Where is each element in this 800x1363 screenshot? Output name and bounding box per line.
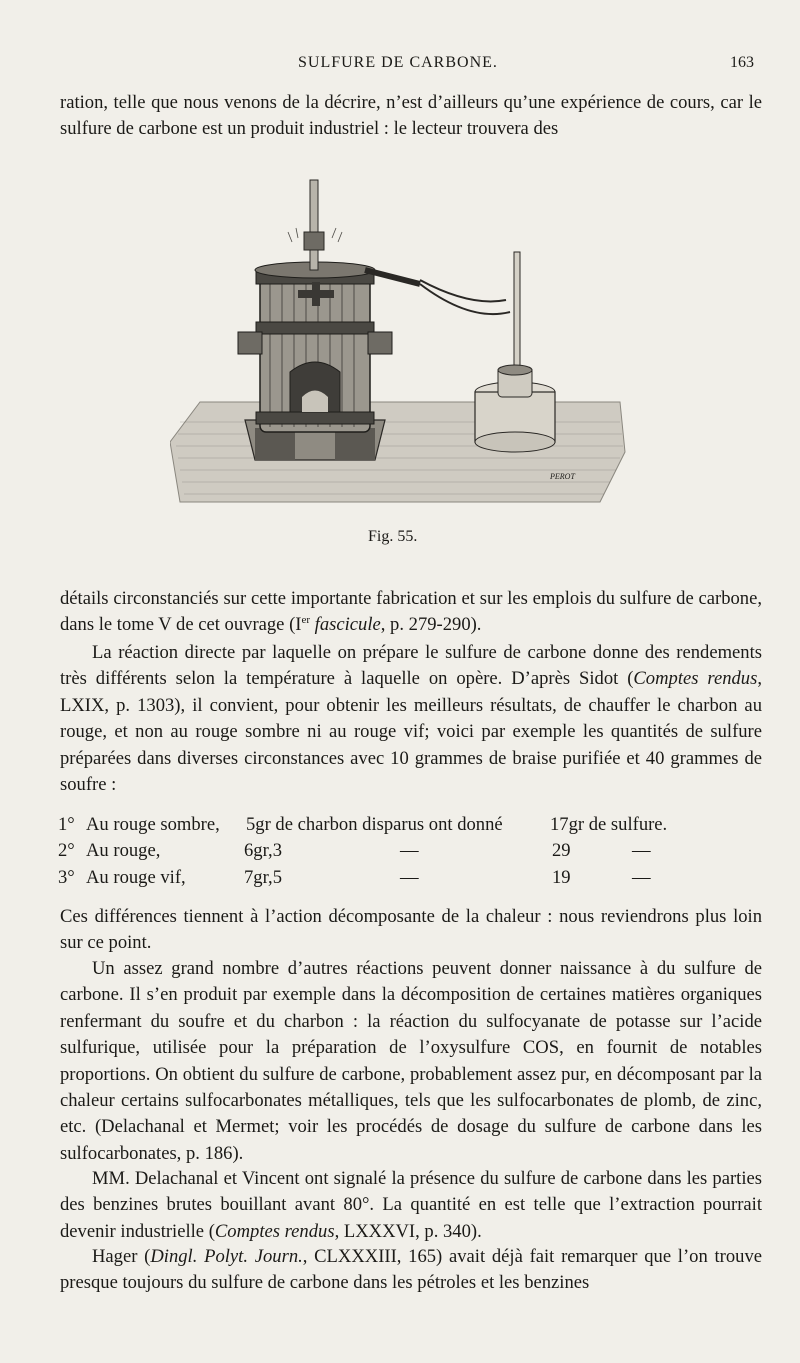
result-row (60, 838, 762, 864)
paragraph-2-tail: , p. 279-290). (380, 614, 482, 636)
row-condition: Au rouge sombre, (86, 814, 220, 835)
figure-apparatus (170, 172, 630, 512)
result-row (60, 812, 762, 838)
paragraph-6-tail: , LXXXVI, p. 340). (334, 1220, 482, 1242)
superscript-er: er (301, 614, 311, 627)
italic-journal: Dingl. Polyt. Journ. (150, 1246, 303, 1267)
paragraph-6 (60, 1166, 762, 1245)
row-sulfure: 29 (552, 840, 571, 862)
row-dash: — (400, 840, 419, 862)
engraver-signature: PEROT (550, 472, 575, 481)
row-number: 1° (58, 814, 75, 835)
paragraph-5: Un assez grand nombre d’autres réactions peuvent donner naissance à du sulfure de carbone. Il s’en produit par exemple dans la décomposition de certaines matières organiques renfermant du soufre et du charbon : la réaction du sulfocyanate de potasse sur l’acide sulfurique, utilisée pour la préparation de l’oxysulfure COS, en fournit de notables proportions. On obtient du sulfure de carbone, probablement assez pur, en décomposant par la chaleur certains sulfocarbonates métalliques, tels que les sulfocarbonates de plomb, de zinc, etc. (Delachanal et Mermet; voir les procédés de dosage du sulfure de carbone dans les sulfocarbonates, p. 186). (60, 958, 762, 1164)
row-sulfure: 19 (552, 866, 571, 888)
paragraph-1: ration, telle que nous venons de la décrire, n’est d’ailleurs qu’une expérience de cours, car le sulfure de carbone est un produit industriel : le lecteur trouvera des (60, 92, 762, 140)
row-condition: Au rouge vif, (86, 866, 186, 888)
paragraph-2-text: détails circonstanciés sur cette importante fabrication et sur les emplois du sulfure de carbone, dans le tome V de cet ouvrage (I (60, 588, 762, 636)
row-number: 3° (58, 866, 75, 888)
paragraph-3 (60, 640, 762, 798)
row-condition: Au rouge, (86, 840, 161, 862)
paragraph-7-tail: , CLXXXIII, 165) avait déjà fait remarquer que l’on trouve presque toujours du sulfure de carbone dans les pétroles et les benzines (60, 1246, 763, 1294)
paragraph-6-text: MM. Delachanal et Vincent ont signalé la présence du sulfure de carbone dans les parties des benzines brutes bouillant avant 80°. La quantité en est telle que l’extraction pourrait devenir industrielle ( (60, 1168, 762, 1242)
paragraph-3-text: La réaction directe par laquelle on prépare le sulfure de carbone donne des rendements très différents selon la température à laquelle on opère. D’après Sidot ( (60, 642, 762, 690)
row-number: 2° (58, 840, 75, 862)
row-charbon: 6gr,3 (244, 840, 282, 862)
paragraph-3-tail: , LXIX, p. 1303), il convient, pour obtenir les meilleurs résultats, de chauffer le charbon au rouge, et non au rouge sombre ni au rouge vif; voici par exemple les quantités de sulfure préparées dans diverses circonstances avec 10 grammes de braise purifiée et 40 grammes de soufre : (60, 668, 762, 796)
row-dash: — (632, 866, 651, 888)
italic-fascicule: fascicule (310, 614, 381, 636)
row-dash: — (400, 866, 419, 888)
italic-comptes-rendus: Comptes rendus (633, 668, 758, 690)
running-header (60, 54, 760, 78)
paragraph-2 (60, 586, 762, 639)
result-row (60, 865, 762, 891)
running-title: SULFURE DE CARBONE. (298, 54, 498, 71)
row-charbon: 5gr de charbon disparus ont donné (246, 814, 503, 835)
row-dash: — (632, 840, 651, 862)
row-charbon: 7gr,5 (244, 866, 282, 888)
paragraph-7 (60, 1244, 762, 1297)
results-table (60, 812, 762, 891)
paragraph-7-text: Hager ( (92, 1246, 151, 1267)
figure-caption: Fig. 55. (368, 528, 418, 545)
italic-comptes-rendus: Comptes rendus (214, 1220, 335, 1242)
apparatus-engraving (170, 172, 630, 512)
page-number: 163 (730, 54, 754, 71)
row-sulfure: 17gr de sulfure. (550, 814, 668, 835)
paragraph-4: Ces différences tiennent à l’action décomposante de la chaleur : nous reviendrons plus loin sur ce point. (60, 906, 762, 954)
